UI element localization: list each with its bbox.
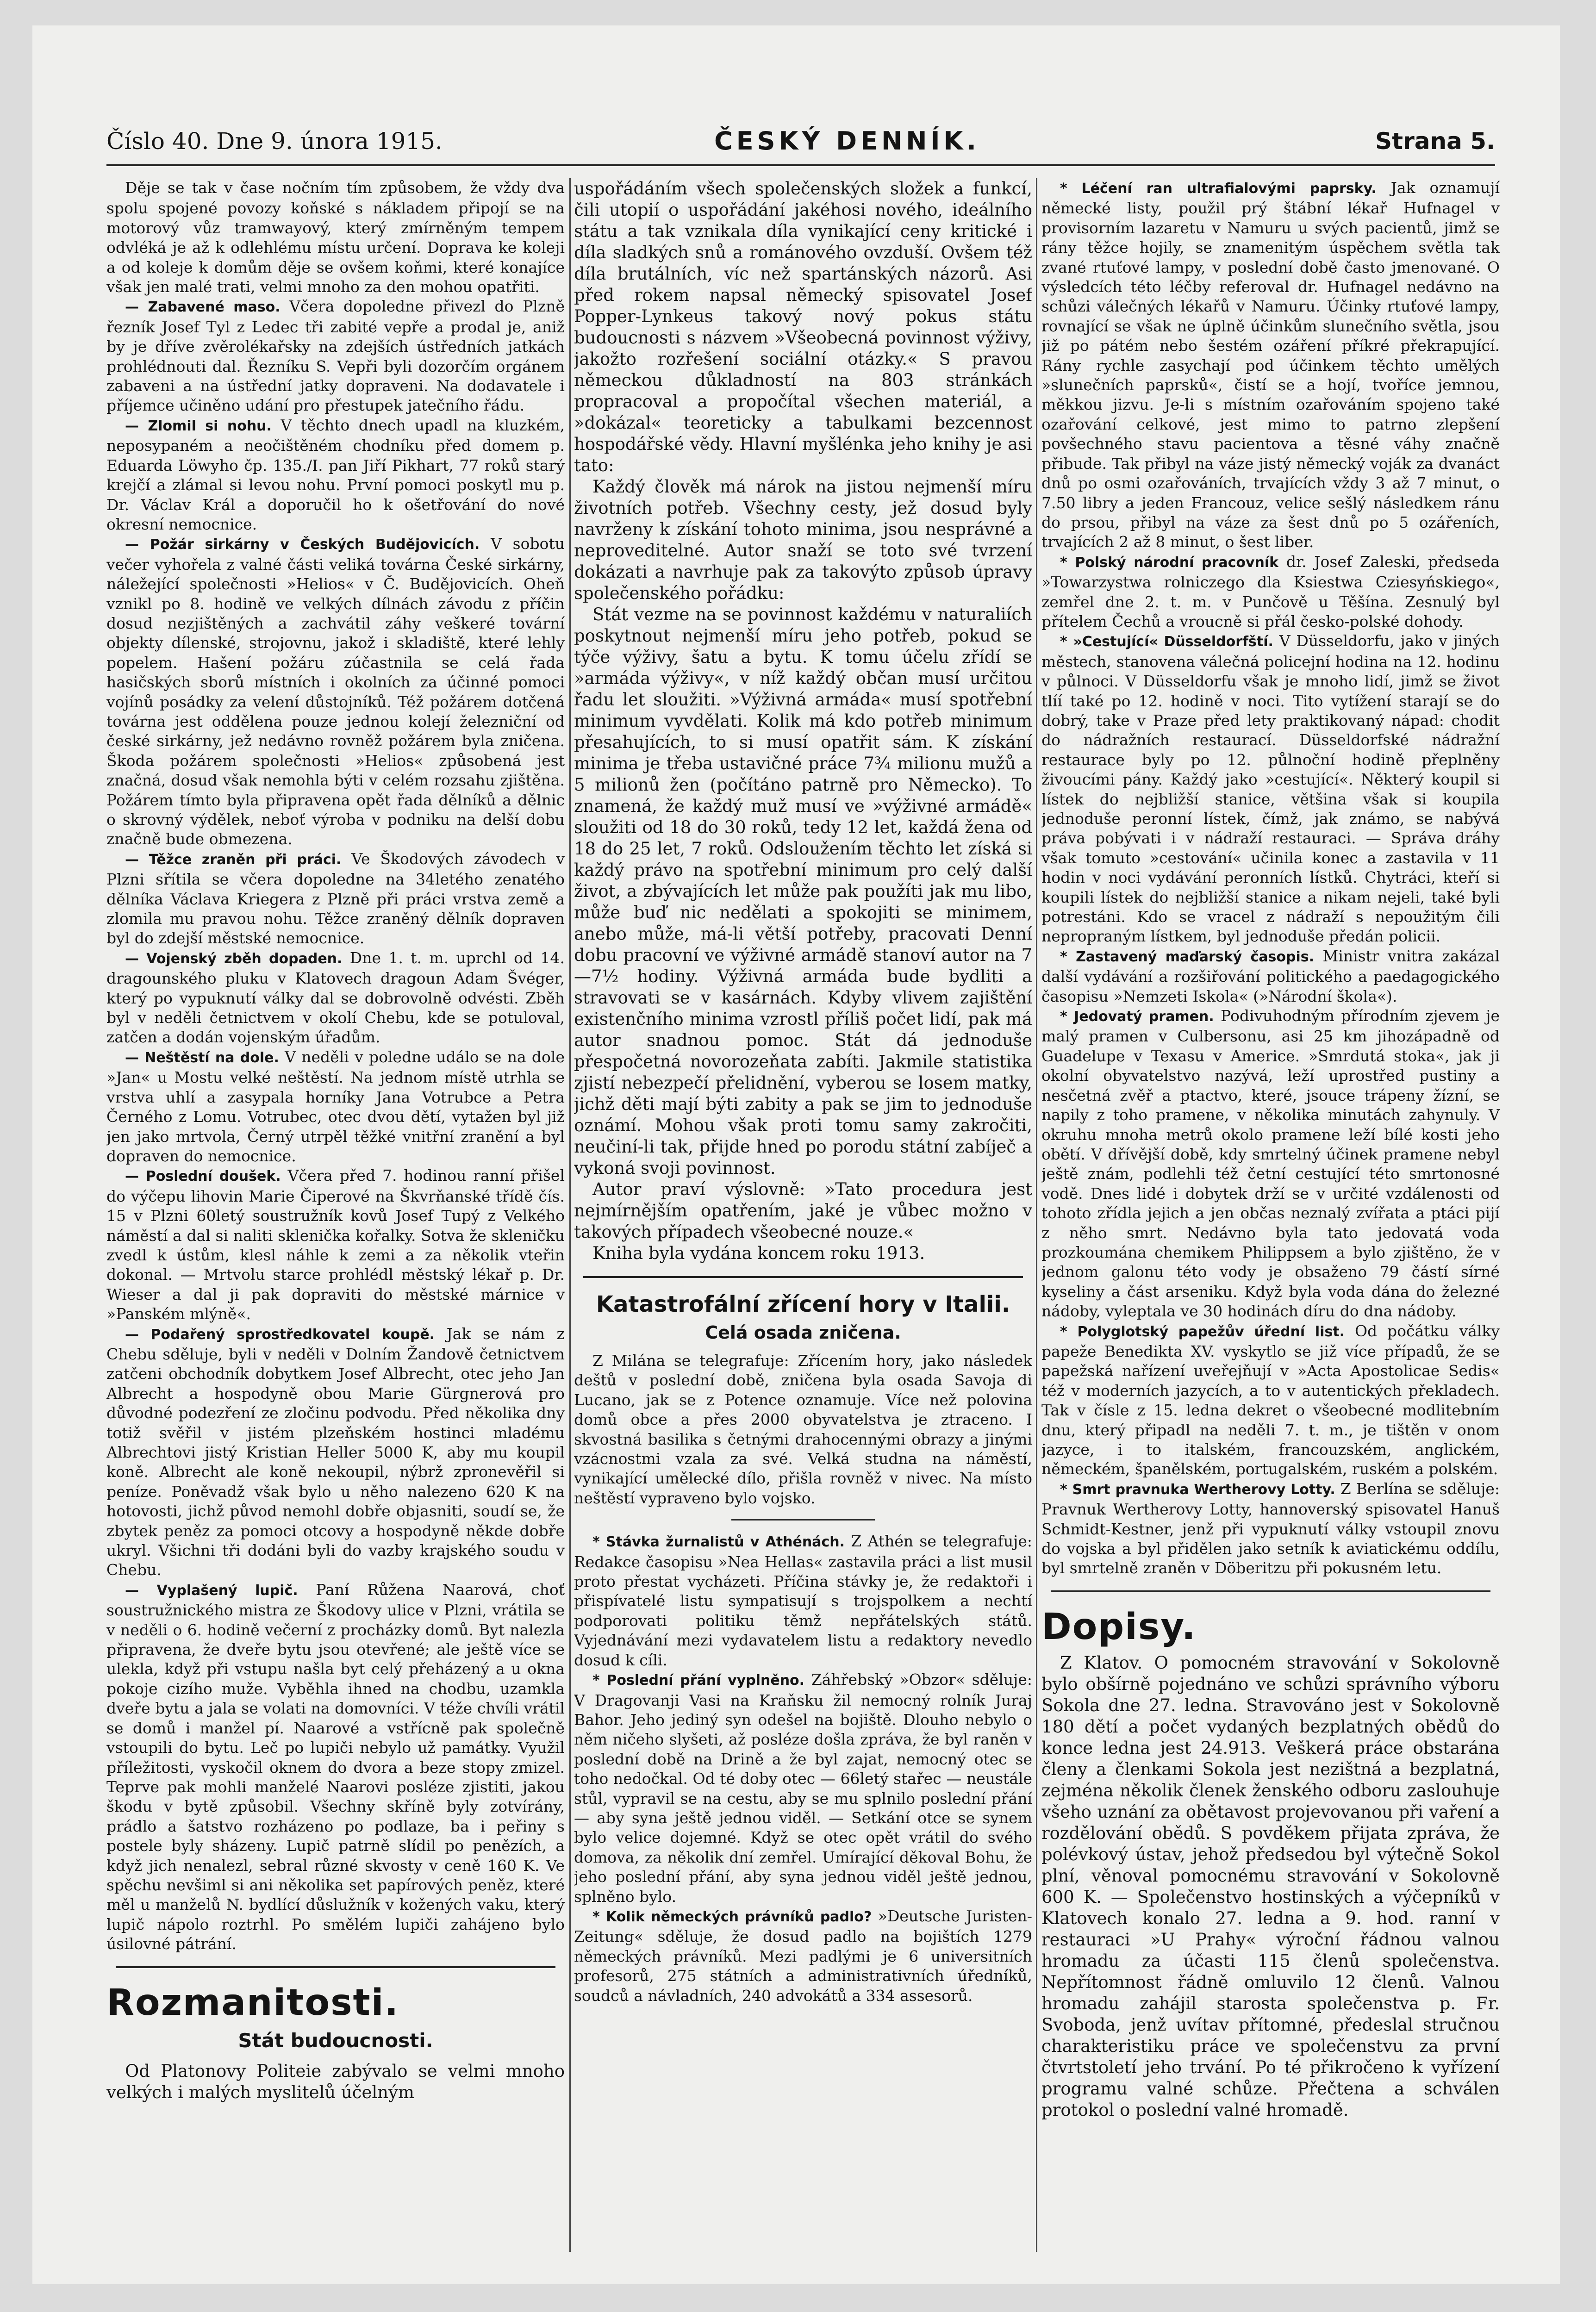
page-number: Strana 5. [1375,128,1495,155]
letter-text: Z Klatov. O pomocném stravování v Sokolovně bylo obšírně pojednáno ve schůzi správního výboru Sokola dne 27. ledna. Stravováno jest v Sokolovně 180 dětí a počet vydaných bezplatných obědů do konce ledna jest 24.913. Veškerá práce obstarána členy a členkami Sokola jest nezištná a bezplatná, zejména několik členek ženského odboru zaslouhuje všeho uznání za obětavost projevovanou při vaření a rozdělování obědů. S povděkem přijata zpráva, že polévkový ústav, jehož předsedou byl výtečně Sokol plní, věnoval pomocnému stravování v Sokolovně 600 K. — Společenstvo hostinských a výčepníků v Klatovech konalo 27. ledna a 9. hod. ranní v restauraci »U Prahy« výroční řádnou valnou hromadu za účasti 115 členů společenstva. Nepřítomnost řádně omluvilo 12 členů. Valnou hromadu zahájil starosta společenstva p. Fr. Svoboda, jenž uvítav přítomné, předeslal stručnou charakteristiku práce ve společenstvu za první čtvrtstoletí jeho trvání. Po té přikročeno k vyřízení programu valné schůze. Přečtena a schválen protokol o poslední valné hromadě. [1041,1652,1500,2120]
masthead-title: ČESKÝ DENNÍK. [714,126,980,156]
page-header [106,109,1495,166]
section-rule [583,1276,1023,1278]
news-item: * Zastavený maďarský časopis. Ministr vnitra zakázal další vydávání a rozšiřování politického a paedagogického časopisu »Nemzeti Iskola« (»Národní škola«). [1041,947,1500,1005]
news-item: — Podařený sprostředkovatel koupě. Jak se nám z Chebu sděluje, byli v neděli v Dolním Žandově četnictvem zatčeni obchodník dobytkem Josef Albrecht, otec jeho Jan Albrecht a hospodyně obou Marie Gürgnerová pro důvodné podezření ze zločinu podvodu. Před několika dny totiž svěřil v jistém plzeňském hostinci mladému Albrechtovi jistý Kristian Heller 5000 K, aby mu koupil koně. Albrecht ale koně nekoupil, nýbrž zpronevěřil si peníze. Poněvadž však bylo u něho nalezeno 620 K na hotovosti, jichž původ nemohl dobře objasniti, soudí se, že zbytek peněz za pomoci otcovy a hospodyně někde dobře ukryl. Všichni tři dodáni byli do vazby krajského soudu v Chebu. [106,1324,565,1579]
news-item: — Těžce zraněn při práci. Ve Škodových závodech v Plzni sřítila se včera dopoledne na 34letého zenatého dělníka Václava Kriegera z Plzně při práci vrstva země a zlomila mu pravou nohu. Těžce zraněný dělník dopraven byl do zdejší městské nemocnice. [106,849,565,947]
article-text: Autor praví výslovně: »Tato procedura jest nejmírnějším opatřením, jaké je vůbec možno v takových případech všeobecné nouze.« [574,1179,1032,1242]
news-item: — Poslední doušek. Včera před 7. hodinou ranní přišel do výčepu lihovin Marie Čiperové na Škvrňanské třídě čís. 15 v Plzni 60letý soustružník kovů Josef Tupý z Velkého náměstí a dal si naliti sklenička kořalky. Sotva že skleničku zvedl k ústům, klesl náhle k zemi a za několik vteřin dokonal. — Mrtvolu starce prohlédl městský lékař p. Dr. Wieser a dal ji pak dopraviti do městské márnice v »Panském mlýně«. [106,1166,565,1323]
column-2 [574,178,1032,2252]
news-item: — Vyplašený lupič. Paní Růžena Naarová, choť soustružnického mistra ze Škodovy ulice v Plzni, vrátila se v neděli o 6. hodině večerní z procházky domů. Byt nalezla připravena, že dveře bytu jsou otevřené; ale ještě více se ulekla, když při vstupu našla byt celý přeházený a u okna pokoje cizího muže. Vyběhla ihned na chodbu, uzamkla dveře bytu a jala se volati na domovníci. V téže chvíli vrátil se domů i manžel pí. Naarové a vstřícně pak společně vstoupili do bytu. Leč po lupiči nebylo už památky. Využil příležitosti, vyskočil oknem do dvora a beze stopy zmizel. Teprve pak mohli manželé Naarovi posléze zjistiti, jakou škodu v bytě způsobil. Všechny skříně byly zotvírány, prádlo a šatstvo rozházeno po podlaze, ba i peřiny s postele byly sházeny. Lupič patrně slídil po penězích, a když jich nenalezl, sebral různé skvosty v ceně 160 K. Ve spěchu nevšiml si ani několika set papírových peněz, které měl u manželů N. bydlící důslužník v kožených vaku, který lupič nápolo roztrhl. Po smělém lupiči zahájeno bylo úsilovné pátrání. [106,1580,565,1953]
article-text: Každý člověk má nárok na jistou nejmenší míru životních potřeb. Všechny cesty, jež dosud byly navrženy k získání tohoto minima, jsou nesprávné a neproveditelné. Autor snaží se toto své tvrzení dokázati a navrhuje pak za takovýto způsob úpravy společenského pořádku: [574,477,1032,603]
section-title-dopisy: Dopisy. [1041,1606,1197,1648]
news-item: Děje se tak v čase nočním tím způsobem, že vždy dva spolu spojené povozy koňské s nákladem připojí se na motorový vůz tramwayový, který zmírněným tempem odvléká je až k odlehlému místu určení. Doprava ke koleji a od koleje k domům děje se ovšem koňmi, které konajíce však jen malé trati, velmi mnoho za den mohou opatřiti. [106,179,565,296]
article-text: Z Milána se telegrafuje: Zřícením hory, jako následek deštů v poslední době, zničena byla osada Savoja di Lucano, jak se z Potence oznamuje. Více než polovina domů obce a přes 2000 obyvatelstva je ztraceno. I skvostná basilika s četnými drahocennými obrazy a jinými vzácnostmi vzala za své. Velká studna na náměstí, vynikající umělecké dílo, přišla rovněž v nivec. Na místo neštěstí vypraveno bylo vojsko. [574,1352,1032,1507]
column-3 [1041,178,1500,2252]
column-divider [569,178,571,2252]
section-rule [116,1966,555,1968]
news-item: * Smrt pravnuka Wertherovy Lotty. Z Berlína se sděluje: Pravnuk Wertherovy Lotty, hannoverský spisovatel Hanuš Schmidt-Kestner, jenž při vypuknutí války vstoupil znovu do vojska a byl přidělen jako setník k aviatickému oddílu, byl smrtelně zraněn v Döberitzu při pokusném letu. [1041,1479,1500,1577]
section-rule [1051,1590,1490,1592]
issue-date: Číslo 40. Dne 9. února 1915. [106,128,443,155]
news-item: — Zlomil si nohu. V těchto dnech upadl na kluzkém, neposypaném a neočištěném chodníku před domem p. Eduarda Löwyho čp. 135./I. pan Jiří Pikhart, 77 roků starý krejčí a zlámal si levou nohu. První pomoci poskytl mu p. Dr. Václav Král a doporučil ho k ošetřování do nové okresní nemocnice. [106,416,565,533]
news-item: * »Cestující« Düsseldorfští. V Düsseldorfu, jako v jiných městech, stanovena válečná policejní hodina na 12. hodinu v půlnoci. V Düsseldorfu však je mnoho lidí, jimž se život tlíí také po 12. hodině v noci. Tito vytížení starají se do dobrý, take v Praze před lety praktikovaný nápad: chodit do nádražních restaurací. Düsseldorfské nádražní restaurace byly po 12. půlnoční hodině přeplněny živoucími pány. Každý jako »cestující«. Některý koupil si lístek do nejbližší stanice, většina však si koupila jednoduše peronní lístek, čímž, jak známo, se nabývá práva pobývati i v nádraží restauraci. — Správa dráhy však tomuto »cestování« učinila konec a zastavila v 11 hodin v noci vydávání peronních lístků. Chytráci, kteří si koupili lístek do nejbližší stanice a nikam nejeli, také byli potrestáni. Kdo se vracel z nádraží s nepoužitým čili nepropraným lístkem, byl jednoduše předán policii. [1041,632,1500,946]
newspaper-page [32,25,1560,2284]
news-item: * Kolik německých právníků padlo? »Deutsche Juristen-Zeitung« sděluje, že dosud padlo na bojištích 1279 německých právníků. Mezi padlými je 6 universitních profesorů, 275 státních a administrativních úředníků, soudců a návladních, 240 advokátů a 334 assesorů. [574,1907,1032,2005]
section-title-rozmanitosti: Rozmanitosti. [106,1982,399,2024]
article-text: Od Platonovy Politeie zabývalo se velmi mnoho velkých i malých myslitelů účelným [106,2061,565,2102]
divider [731,1519,875,1521]
news-item: — Neštěstí na dole. V neděli v poledne událo se na dole »Jan« u Mostu velké neštěstí. Na jednom místě utrhla se vrstva uhlí a zasypala horníky Jana Votrubce a Petra Černého z Lomu. Votrubec, otec dvou dětí, vytažen byl již jen jako mrtvola, Černý utrpěl těžké vnitřní zranění a byl dopraven do nemocnice. [106,1047,565,1165]
article-title: Katastrofální zřícení hory v Italii. [596,1291,1010,1317]
news-item: — Požár sirkárny v Českých Budějovicích. V sobotu večer vyhořela z valné části veliká továrna České sirkárny, náležející společnosti »Helios« v Č. Budějovicích. Oheň vznikl po 8. hodině ve velkých dílnách závodu z příčin dosud nezjištěných a zachvátil záhy veškeré tovární objekty dílenské, strojovnu, jakož i skladiště, které lehly popelem. Hašení požáru zúčastnila se celá řada hasičských sborů místních i okolních za účinné pomoci vojínů posádky za velení důstojníků. Též požárem dotčená továrna jest oddělena pouze jednou kolejí železniční od české sirkárny, jež nedávno rovněž požárem byla zničena. Škoda požárem společnosti »Helios« způsobená jest značná, dosud však nemohla býti v celém rozsahu zjištěna. Požárem tímto byla připravena opět řada dělníků a dělnic o skrovný výdělek, neboť výroba v podniku na delší dobu značně bude obmezena. [106,535,565,848]
news-item: * Polský národní pracovník dr. Josef Zaleski, předseda »Towarzystwa rolniczego dla Ksiestwa Cziesyńskiego«, zemřel dne 2. t. m. v Punčově u Těšína. Zesnulý byl přítelem Čechů a vroucně si přál česko-polské dohody. [1041,552,1500,630]
news-item: * Jedovatý pramen. Podivuhodným přírodním zjevem je malý pramen v Culbersonu, asi 25 km jihozápadně od Guadelupe v Texasu v Americe. »Smrdutá stoka«, jak ji okolní obyvatelstvo nazývá, leží uprostřed pustiny a nesčetná zvěř a ptactvo, které, jsouce trápeny žízní, se napily z toho pramene, v několika minutách zahynuly. V okruhu mnoha metrů okolo pramene leží bílé kosti jeho obětí. V dřívější době, kdy smrtelný účinek pramene nebyl ještě znám, podlehli též četní cestující této smrtonosné vodě. Dnes lidé i dobytek drží se v určité vzdálenosti od tohoto zřídla jejich a jen občas neznalý zvířata a ptáci pijí z něho smrt. Nedávno byla tato jedovatá voda prozkoumána chemikem Philippsem a bylo zjištěno, že v jednom galonu této vody je obsaženo 79 částí sírné kyseliny a část arseniku. Když byla voda dána do železné nádoby, vyleptala ve 30 hodinách díru do dna nádoby. [1041,1007,1500,1321]
column-1 [106,178,565,2252]
news-item: * Léčení ran ultrafialovými paprsky. Jak oznamují německé listy, použil prý štábní lékař Hufnagel v provisorním lazaretu v Namuru u svých pacientů, jimž se rány těžce hojily, se znamenitým úspěchem světla tak zvané rtuťové lampy, v poslední době často jmenované. O výsledcích této léčby referoval dr. Hufnagel nedávno na schůzi válečných lékařů v Namuru. Účinky rtuťové lampy, rovnající se však ne úplně účinkům slunečního světla, jsou již po pátém nebo šestém ozáření příkré překrapující. Rány rychle zasychají pod účinkem těchto umělých »slunečních paprsků«, čistí se a hojí, tvoříce jemnou, měkkou jizvu. Je-li s místním ozařováním spojeno také ozařování celkové, jest mimo to patrno zlepšení povšechného stavu pacientova a těsné váhy značně přibude. Tak přibyl na váze jistý německý voják za dvanáct dnů po osmi ozařováních, trvajících vždy 3 až 7 minut, o 7.50 libry a jeden Francouz, velice sešlý následkem ránu do prsou, přibyl na váze za šest dnů po 5 ozářeních, trvajících 2 až 8 minut, o šest liber. [1041,179,1500,551]
article-text: Stát vezme na se povinnost každému v naturaliích poskytnout nejmenší míru jeho potřeb, pokud se týče výživy, šatu a bytu. K tomu účelu zřídí se »armáda výživy«, v níž každý občan musí určitou řadu let sloužiti. »Výživná armáda« musí spotřební minimum vyvdělati. Kolik má kdo potřeb minimum přesahujících, to si musí opatřit sám. K získání minima je třeba ustavičné práce 7¾ milionu mužů a 5 milionů žen (počítáno patrně pro Německo). To znamená, že každý muž musí ve »výživné armádě« sloužiti od 18 do 30 roků, tedy 12 let, každá žena od 18 do 25 let, 7 roků. Odsloužením těchto let získá si každý právo na spotřební minimum pro celý další život, a zbývajících let může pak použíti jak mu libo, může buď nic nedělati a spokojiti se minimem, anebo může, má-li větší potřeby, pracovati Denní dobu pracovní ve výživné armádě stanoví autor na 7—7½ hodiny. Výživná armáda bude bydliti a stravovati se v kasárnách. Kdyby vlivem zajištění existenčního minima vzrostl příliš počet lidí, pak má autor snadnou pomoc. Stát dá jednoduše přespočetná novorozeňata zabíti. Jakmile statistika zjistí nebezpečí přelidnění, vyberou se losem matky, jichž děti mají býti zabity a pak se jim to jednoduše oznámí. Mohou však proti tomu samy zakročiti, neučiní-li tak, přijde hned po porodu státní zabíječ a vykoná svoji povinnost. [574,604,1032,1178]
news-item: * Poslední přání vyplněno. Záhřebský »Obzor« sděluje: V Dragovanji Vasi na Kraňsku žil nemocný rolník Juraj Bahor. Jeho jediný syn odešel na bojiště. Dlouho nebylo o něm ničeho slyšeti, až posléze došla zpráva, že byl raněn v poslední době na Drině a že byl zajat, nemocný otec se toho nedočkal. Od té doby otec — 66letý stařec — neustále stůl, vypravil se na cestu, aby se mu splnilo poslední přání — aby syna ještě jednou viděl. — Setkání otce se synem bylo velice dojemné. Když se otec opět vrátil do svého domova, za několik dní zemřel. Umírající děkoval Bohu, že jeho poslední přání, aby syna jednou viděl ještě jednou, splněno bylo. [574,1670,1032,1906]
news-item: — Zabavené maso. Včera dopoledne přivezl do Plzně řezník Josef Tyl z Ledec tři zabité vepře a prodal je, aniž by je dříve zvěrolékařsky na zdejších ústředních jatkách prohlédnouti dal. Řezníku S. Vepři byli dozorčím orgánem zabaveni a na ústřední jatky dopraveni. Na dodavatele i příjemce učiněno udání pro přestupek jatečního řádu. [106,297,565,415]
news-item: * Stávka žurnalistů v Athénách. Z Athén se telegrafuje: Redakce časopisu »Nea Hellas« zastavila práci a list musil proto přestat vycházeti. Příčina stávky je, že redaktoři i přispívatelé listu sympatisují s trojspolkem a nechtí podporovati politiku těmž nepřátelských států. Vyjednávání mezi vydavatelem listu a redaktory nevedlo dosud k cíli. [574,1532,1032,1669]
news-item: * Polyglotský papežův úřední list. Od počátku války papeže Benedikta XV. vyskytlo se již více případů, že se papežská nařízení uveřejňují v »Acta Apostolicae Sedis« též v moderních jazycích, a to v autentických překladech. Tak v čísle z 15. ledna dekret o všeobecné modlitebním dnu, který připadl na neděli 7. t. m., je tištěn v onom jazyce, i to italském, francouzském, anglickém, německém, španělském, portugalském, ruském a polském. [1041,1321,1500,1478]
news-item: — Vojenský zběh dopaden. Dne 1. t. m. uprchl od 14. dragounského pluku v Klatovech dragoun Adam Švéger, který po vypuknutí války dal se dobrovolně odvésti. Zběh byl v neděli četnictvem v okolí Chebu, kde se potuloval, zatčen a dodán vojenským úřadům. [106,948,565,1047]
article-text: uspořádáním všech společenských složek a funkcí, čili utopií o uspořádání jakéhosi nového, ideálního státu a tak vznikala díla vynikající ceny kritické i díla sladkých snů a románového ovzduší. Ovšem též díla brutálních, víc než spartánských názorů. Asi před rokem napsal německý spisovatel Josef Popper-Lynkeus takový nový pokus státu budoucnosti s názvem »Všeobecná povinnost výživy, jakožto rozřešení sociální otázky.« S pravou německou důkladností na 803 stránkách propracoval a propočítal všechen materiál, a »dokázal« teoreticky a tabulkami bezcennost hospodářské vědy. Hlavní myšlénka jeho knihy je asi tato: [574,179,1032,475]
article-title: Stát budoucnosti. [238,2029,433,2052]
article-subtitle: Celá osada zničena. [705,1322,901,1343]
article-text: Kniha byla vydána koncem roku 1913. [592,1243,925,1263]
column-divider [1036,178,1037,2252]
